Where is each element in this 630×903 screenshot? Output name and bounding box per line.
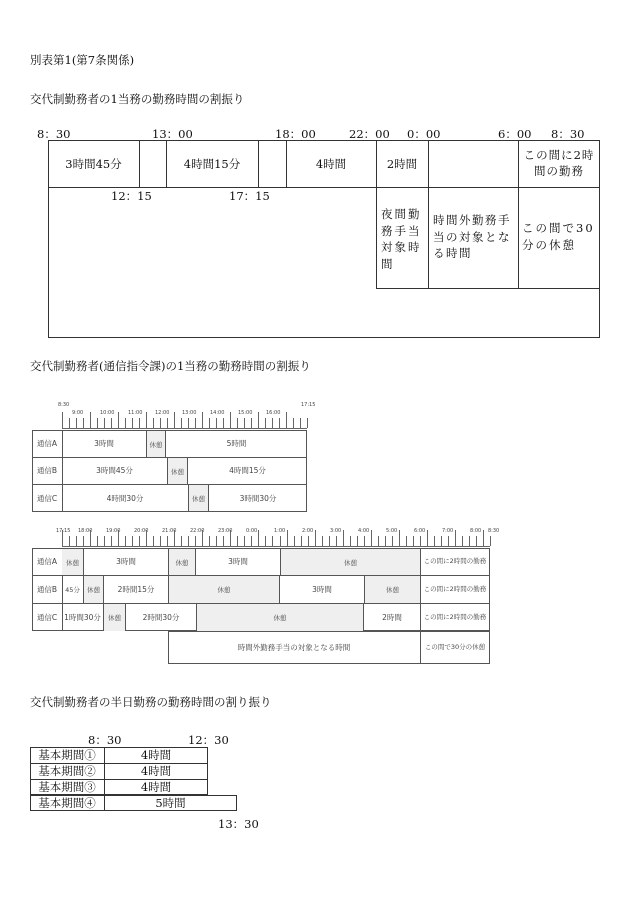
work-block: 4時間30分 <box>106 493 144 503</box>
ruler-tick <box>272 536 273 546</box>
break-block: 休憩 <box>280 549 420 575</box>
ruler-tick <box>280 536 281 546</box>
break-block: 休憩 <box>168 549 196 575</box>
tick-label: 2:00 <box>302 528 314 534</box>
ruler-tick <box>230 412 231 428</box>
ruler-tick <box>469 536 470 546</box>
ruler-tick <box>76 536 77 546</box>
ruler-tick <box>258 412 259 428</box>
break-block: 休憩 <box>62 549 84 575</box>
ruler-tick <box>153 536 154 546</box>
ruler-tick <box>76 418 77 428</box>
ruler-tick <box>237 418 238 428</box>
tick-label: 3:00 <box>330 528 342 534</box>
ruler-tick <box>139 536 140 546</box>
work-block: 2時間 <box>382 612 402 622</box>
work-block: 1時間30分 <box>62 603 104 631</box>
break-note: この間で30分の休憩 <box>522 221 595 252</box>
work-block: 2時間30分 <box>142 612 180 622</box>
work-block: 4時間15分 <box>183 156 241 171</box>
work-note: この間に2時間の勤務 <box>423 584 487 593</box>
tick-label: 0:00 <box>246 528 258 534</box>
ruler-tick <box>427 530 428 546</box>
break-block: 休憩 <box>196 604 364 631</box>
work-block: 4時間 <box>315 156 347 171</box>
break-block: 休憩 <box>104 604 126 631</box>
ruler-tick <box>223 536 224 546</box>
ruler-tick <box>343 530 344 546</box>
tick-label: 21:00 <box>162 528 177 534</box>
ruler-baseline <box>62 546 490 547</box>
ruler-tick <box>62 530 63 546</box>
time-label: 18：00 <box>275 127 316 141</box>
ruler-tick <box>174 530 175 546</box>
time-label: 22：00 <box>349 127 390 141</box>
section2-title: 交代制勤務者(通信指令課)の1当務の勤務時間の割振り <box>30 359 311 373</box>
ruler-tick <box>202 530 203 546</box>
ruler-tick <box>104 418 105 428</box>
tick-label: 11:00 <box>128 410 143 416</box>
ruler-tick <box>90 530 91 546</box>
ruler-tick <box>132 536 133 546</box>
time-label: 12：15 <box>111 189 152 203</box>
work-block: 3時間 <box>228 557 248 566</box>
ruler-tick <box>294 536 295 546</box>
ruler-tick <box>378 536 379 546</box>
ruler-tick <box>371 530 372 546</box>
period-value: 4時間 <box>140 764 172 778</box>
ruler-tick <box>230 530 231 546</box>
ruler-tick <box>300 418 301 428</box>
tick-label: 6:00 <box>414 528 426 534</box>
ruler-tick <box>216 536 217 546</box>
divider <box>258 140 259 187</box>
section1-title: 交代制勤務者の1当務の勤務時間の割振り <box>30 92 245 106</box>
ruler-tick <box>420 536 421 546</box>
ruler-tick <box>279 418 280 428</box>
ruler-tick <box>139 418 140 428</box>
ruler-tick <box>287 530 288 546</box>
ruler-tick <box>406 536 407 546</box>
row-label: 通信A <box>36 439 58 448</box>
tick-label: 1:00 <box>274 528 286 534</box>
time-label: 12：30 <box>188 733 229 747</box>
ruler-tick <box>364 536 365 546</box>
ruler-tick <box>490 536 491 546</box>
ruler-tick <box>357 536 358 546</box>
overtime-note: 時間外勤務手当の対象となる時間 <box>237 643 351 652</box>
time-label: 8：30 <box>551 127 585 141</box>
work-block: 3時間 <box>94 439 114 448</box>
ruler-tick <box>237 536 238 546</box>
break-block: 休憩 <box>188 485 209 511</box>
ruler-tick <box>174 412 175 428</box>
row-label: 通信B <box>36 466 58 475</box>
ruler-tick <box>69 418 70 428</box>
ruler-tick <box>146 412 147 428</box>
time-label: 13：30 <box>218 817 259 831</box>
time-label: 8：30 <box>37 127 71 141</box>
tick-label: 8:30 <box>58 402 70 408</box>
ruler-tick <box>286 412 287 428</box>
ruler-tick <box>251 536 252 546</box>
tick-label: 17:15 <box>56 528 71 534</box>
tick-label: 23:00 <box>218 528 233 534</box>
tick-label: 8:00 <box>470 528 482 534</box>
work-block: 4時間15分 <box>229 466 266 475</box>
ruler-tick <box>272 418 273 428</box>
ruler-tick <box>216 418 217 428</box>
ruler-tick <box>195 536 196 546</box>
ruler-tick <box>301 536 302 546</box>
tick-label: 4:00 <box>358 528 370 534</box>
ruler-tick <box>202 412 203 428</box>
ruler-tick <box>307 418 308 428</box>
work-block: 5時間 <box>226 439 247 448</box>
tick-label: 8:30 <box>488 528 500 534</box>
ruler-tick <box>434 536 435 546</box>
ruler-tick <box>160 536 161 546</box>
period-label: 基本期間② <box>38 764 96 778</box>
ruler-tick <box>413 536 414 546</box>
work-note: この間に2時間の勤務 <box>423 557 487 566</box>
break-block: 休憩 <box>364 576 420 603</box>
section3-title: 交代制勤務者の半日勤務の勤務時間の割り振り <box>30 695 272 709</box>
period-value: 4時間 <box>140 780 172 794</box>
period-value: 4時間 <box>140 748 172 762</box>
ruler-tick <box>329 536 330 546</box>
work-note: この間に2時間の勤務 <box>423 612 487 621</box>
ruler-tick <box>265 536 266 546</box>
time-label: 13：00 <box>152 127 193 141</box>
ruler-tick <box>476 536 477 546</box>
ruler-tick <box>209 536 210 546</box>
tick-label: 22:00 <box>190 528 205 534</box>
night-allowance-note: 夜間勤務手当対象時間 <box>381 207 422 272</box>
period-label: 基本期間① <box>38 748 96 762</box>
break-note: この間で30分の休憩 <box>424 643 486 652</box>
ruler-baseline <box>62 428 307 429</box>
tick-label: 16:00 <box>266 410 281 416</box>
overtime-note: 時間外勤務手当の対象となる時間 <box>433 213 511 261</box>
ruler-tick <box>399 530 400 546</box>
work-block: 3時間 <box>312 584 332 594</box>
ruler-tick <box>244 536 245 546</box>
tick-label: 13:00 <box>182 410 197 416</box>
ruler-tick <box>258 530 259 546</box>
ruler-tick <box>195 418 196 428</box>
ruler-tick <box>69 536 70 546</box>
ruler-tick <box>308 536 309 546</box>
ruler-tick <box>181 418 182 428</box>
ruler-tick <box>385 536 386 546</box>
ruler-tick <box>83 536 84 546</box>
time-label: 17：15 <box>229 189 270 203</box>
period-label: 基本期間④ <box>38 796 96 810</box>
tick-label: 5:00 <box>386 528 398 534</box>
ruler-tick <box>132 418 133 428</box>
ruler-tick <box>462 536 463 546</box>
divider <box>139 140 140 187</box>
ruler-tick <box>97 536 98 546</box>
tick-label: 19:00 <box>106 528 121 534</box>
ruler-tick <box>448 536 449 546</box>
ruler-tick <box>118 412 119 428</box>
ruler-tick <box>125 418 126 428</box>
break-block: 休憩 <box>167 458 188 484</box>
ruler-tick <box>62 412 63 428</box>
ruler-tick <box>483 530 484 546</box>
tick-label: 12:00 <box>155 410 170 416</box>
work-block: 3時間45分 <box>96 466 133 475</box>
work-block: 2時間15分 <box>117 584 155 594</box>
ruler-tick <box>223 418 224 428</box>
tick-label: 9:00 <box>72 410 84 416</box>
ruler-tick <box>167 418 168 428</box>
ruler-tick <box>188 536 189 546</box>
ruler-tick <box>160 418 161 428</box>
ruler-tick <box>104 536 105 546</box>
ruler-tick <box>111 536 112 546</box>
period-label: 基本期間③ <box>38 780 96 794</box>
ruler-tick <box>167 536 168 546</box>
tick-label: 17:15 <box>301 402 316 408</box>
ruler-tick <box>392 536 393 546</box>
time-label: 6：00 <box>498 127 532 141</box>
ruler-tick <box>83 418 84 428</box>
row-label: 通信A <box>36 557 58 566</box>
ruler-tick <box>350 536 351 546</box>
ruler-tick <box>322 536 323 546</box>
row-label: 通信C <box>36 612 58 622</box>
ruler-tick <box>188 418 189 428</box>
period-value: 5時間 <box>155 796 186 810</box>
tick-label: 7:00 <box>442 528 454 534</box>
time-label: 8：30 <box>88 733 122 747</box>
work-block: 2時間 <box>386 156 418 171</box>
tick-label: 14:00 <box>210 410 225 416</box>
ruler-tick <box>125 536 126 546</box>
tick-label: 20:00 <box>134 528 149 534</box>
break-block: 休憩 <box>168 576 280 603</box>
ruler-tick <box>111 418 112 428</box>
ruler-tick <box>441 536 442 546</box>
divider <box>428 140 429 288</box>
work-block: 3時間30分 <box>239 493 277 503</box>
ruler-tick <box>455 530 456 546</box>
ruler-tick <box>251 418 252 428</box>
break-block: 休憩 <box>84 576 104 603</box>
ruler-tick <box>265 418 266 428</box>
ruler-tick <box>97 418 98 428</box>
ruler-tick <box>336 536 337 546</box>
ruler-tick <box>153 418 154 428</box>
tick-label: 10:00 <box>100 410 115 416</box>
row-label: 通信B <box>36 584 58 594</box>
work-block: 3時間 <box>116 557 136 566</box>
document-header: 別表第1(第7条関係) <box>30 53 135 67</box>
work-block: 45分 <box>62 575 84 603</box>
row-divider <box>376 288 600 289</box>
ruler-tick <box>315 530 316 546</box>
ruler-tick <box>293 418 294 428</box>
ruler-tick <box>146 530 147 546</box>
break-block: 休憩 <box>146 431 166 457</box>
ruler-tick <box>90 412 91 428</box>
ruler-tick <box>244 418 245 428</box>
divider <box>518 140 519 288</box>
row-label: 通信C <box>36 493 58 503</box>
ruler-tick <box>118 530 119 546</box>
tick-label: 15:00 <box>238 410 253 416</box>
ruler-tick <box>209 418 210 428</box>
time-label: 0：00 <box>407 127 441 141</box>
tick-label: 18:00 <box>78 528 93 534</box>
work-note: この間に2時間の勤務 <box>523 148 595 178</box>
work-block: 3時間45分 <box>65 156 122 171</box>
ruler-tick <box>181 536 182 546</box>
